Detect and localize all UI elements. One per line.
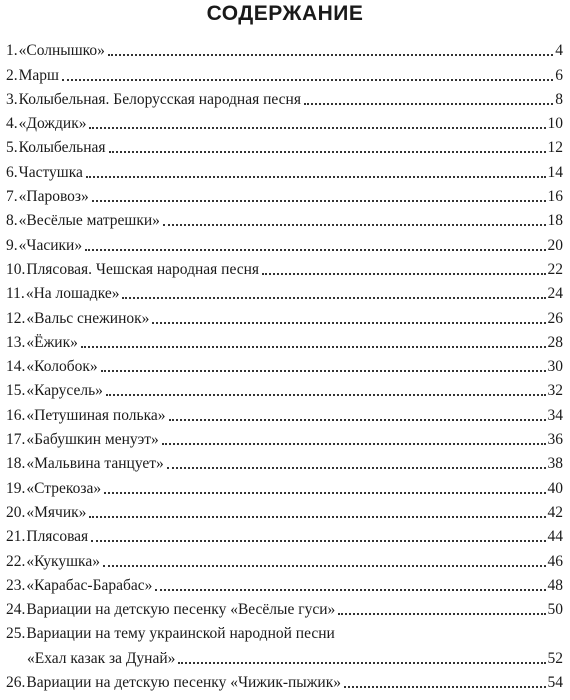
entry-title: «На лошадке» — [25, 285, 120, 303]
entry-number: 14. — [6, 358, 26, 376]
toc-entry — [6, 303, 563, 327]
entry-number: 15. — [6, 382, 26, 400]
entry-page: 18 — [547, 212, 563, 230]
toc-list — [6, 36, 563, 692]
entry-title: «Вальс снежинок» — [26, 309, 150, 327]
entry-page: 20 — [547, 236, 563, 254]
entry-number: 18. — [6, 455, 26, 473]
entry-page: 46 — [547, 552, 563, 570]
entry-number: 1. — [6, 42, 18, 60]
entry-title: «Ёжик» — [26, 333, 78, 351]
entry-number: 25. — [6, 625, 26, 643]
entry-number: 12. — [6, 309, 26, 327]
entry-page: 44 — [547, 528, 563, 546]
entry-number: 7. — [6, 188, 18, 206]
dot-leader — [109, 151, 546, 153]
entry-title: Плясовая. Чешская народная песня — [26, 260, 260, 278]
toc-entry — [6, 546, 563, 570]
entry-number: 9. — [6, 236, 18, 254]
entry-title: Колыбельная. Белорусская народная песня — [18, 90, 301, 108]
dot-leader — [81, 346, 546, 348]
entry-page: 54 — [547, 674, 563, 692]
entry-title: «Петушиная полька» — [26, 406, 166, 424]
entry-title: «Солнышко» — [18, 42, 105, 60]
entry-page: 32 — [547, 382, 563, 400]
dot-leader — [101, 370, 546, 372]
toc-entry — [6, 473, 563, 497]
toc-entry — [6, 595, 563, 619]
entry-page: 42 — [547, 503, 563, 521]
toc-entry — [6, 376, 563, 400]
entry-title: «Стрекоза» — [26, 479, 102, 497]
entry-page: 24 — [547, 285, 563, 303]
dot-leader — [169, 419, 546, 421]
toc-entry — [6, 182, 563, 206]
entry-number: 23. — [6, 576, 26, 594]
entry-number: 19. — [6, 479, 26, 497]
entry-number: 20. — [6, 503, 26, 521]
entry-number: 22. — [6, 552, 26, 570]
entry-title: «Ехал казак за Дунай» — [27, 649, 176, 667]
dot-leader — [85, 249, 545, 251]
dot-leader — [92, 200, 546, 202]
entry-title: «Паровоз» — [18, 188, 89, 206]
entry-title: «Часики» — [18, 236, 83, 254]
toc-entry — [6, 400, 563, 424]
toc-entry — [6, 328, 563, 352]
entry-number: 2. — [6, 66, 18, 84]
entry-number: 26. — [6, 674, 26, 692]
dot-leader — [91, 540, 545, 542]
toc-entry — [6, 133, 563, 157]
toc-entry — [6, 425, 563, 449]
toc-entry — [6, 157, 563, 181]
entry-title: «Колобок» — [26, 358, 98, 376]
entry-page: 14 — [547, 163, 563, 181]
dot-leader — [86, 176, 546, 178]
entry-page: 22 — [547, 260, 563, 278]
toc-entry — [6, 109, 563, 133]
toc-entry — [6, 60, 563, 84]
entry-page: 16 — [547, 188, 563, 206]
entry-page: 6 — [555, 66, 563, 84]
dot-leader — [89, 516, 545, 518]
entry-title: Плясовая — [26, 528, 89, 546]
toc-entry — [6, 279, 563, 303]
entry-page: 26 — [547, 309, 563, 327]
entry-page: 28 — [547, 333, 563, 351]
toc-entry — [6, 522, 563, 546]
dot-leader — [122, 297, 545, 299]
dot-leader — [103, 565, 546, 567]
entry-page: 12 — [547, 139, 563, 157]
dot-leader — [338, 613, 545, 615]
dot-leader — [262, 273, 545, 275]
entry-number: 17. — [6, 431, 26, 449]
dot-leader — [104, 492, 545, 494]
dot-leader — [108, 54, 553, 56]
toc-entry — [6, 230, 563, 254]
entry-number: 3. — [6, 90, 18, 108]
entry-title: Частушка — [18, 163, 83, 181]
entry-title: Вариации на детскую песенку «Чижик-пыжик» — [26, 674, 341, 692]
entry-title: «Карабас-Барабас» — [26, 576, 153, 594]
entry-page: 36 — [547, 431, 563, 449]
dot-leader — [62, 79, 553, 81]
entry-number: 16. — [6, 406, 26, 424]
entry-page: 38 — [547, 455, 563, 473]
entry-title: «Кукушка» — [26, 552, 100, 570]
toc-entry — [6, 206, 563, 230]
entry-title: «Дождик» — [18, 115, 87, 133]
dot-leader — [162, 443, 546, 445]
toc-entry — [6, 36, 563, 60]
entry-title: Марш — [18, 66, 59, 84]
entry-page: 34 — [547, 406, 563, 424]
dot-leader — [304, 103, 553, 105]
toc-entry — [6, 498, 563, 522]
dot-leader — [89, 127, 545, 129]
toc-entry — [6, 85, 563, 109]
dot-leader — [106, 394, 546, 396]
entry-page: 10 — [547, 115, 563, 133]
dot-leader — [344, 686, 546, 688]
entry-number: 13. — [6, 333, 26, 351]
toc-entry — [6, 352, 563, 376]
entry-page: 52 — [547, 649, 563, 667]
toc-entry — [6, 668, 563, 692]
dot-leader — [163, 224, 546, 226]
toc-entry-continuation — [6, 643, 563, 667]
entry-page: 40 — [547, 479, 563, 497]
toc-entry — [6, 449, 563, 473]
entry-title: Вариации на детскую песенку «Весёлые гуси» — [26, 601, 336, 619]
entry-title: «Весёлые матрешки» — [18, 212, 160, 230]
entry-number: 24. — [6, 601, 26, 619]
entry-title: «Карусель» — [26, 382, 103, 400]
entry-number: 5. — [6, 139, 18, 157]
entry-page: 30 — [547, 358, 563, 376]
entry-title: «Бабушкин менуэт» — [26, 431, 159, 449]
dot-leader — [178, 662, 545, 664]
toc-entry — [6, 571, 563, 595]
entry-title: «Мячик» — [26, 503, 87, 521]
entry-number: 11. — [6, 285, 25, 303]
dot-leader — [167, 467, 546, 469]
entry-number: 10. — [6, 260, 26, 278]
entry-page: 4 — [555, 42, 563, 60]
toc-entry — [6, 619, 563, 643]
entry-title: Вариации на тему украинской народной песни — [26, 625, 335, 643]
entry-page: 48 — [547, 576, 563, 594]
entry-title: «Мальвина танцует» — [26, 455, 164, 473]
dot-leader — [155, 589, 545, 591]
entry-page: 50 — [547, 601, 563, 619]
page-title: СОДЕРЖАНИЕ — [206, 2, 364, 25]
entry-number: 4. — [6, 115, 18, 133]
entry-number: 21. — [6, 528, 26, 546]
entry-page: 8 — [555, 90, 563, 108]
entry-number: 6. — [6, 163, 18, 181]
dot-leader — [152, 322, 545, 324]
entry-number: 8. — [6, 212, 18, 230]
entry-title: Колыбельная — [18, 139, 106, 157]
toc-entry — [6, 255, 563, 279]
